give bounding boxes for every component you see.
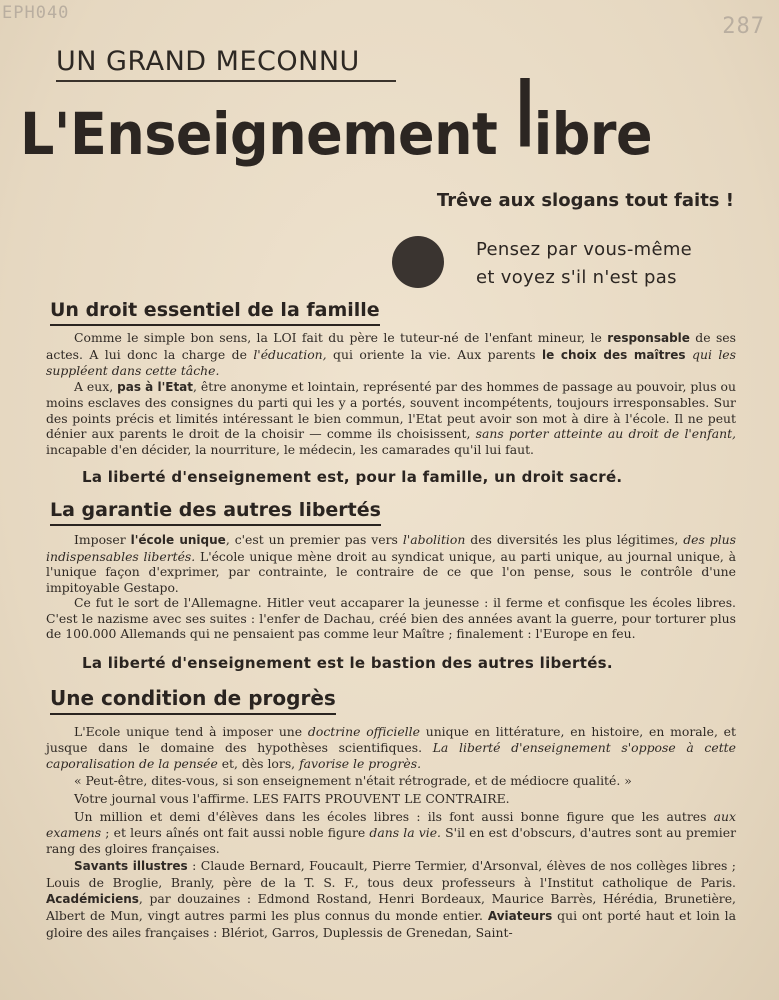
paragraph: Un million et demi d'élèves dans les écoles libres : ils font aussi bonne figure que les autres aux examens ; et leurs aînés ont fait aussi noble figure dans la vie. S'il en est d'obscurs, d'autres sont au premier rang des gloires françaises.	[46, 808, 737, 856]
paragraph: Savants illustres : Claude Bernard, Foucault, Pierre Termier, d'Arsonval, élèves de nos collèges libres ; Louis de Broglie, Branly, père de la T. S. F., tous deux professeurs à l'Institut catholique de Paris. Académiciens, par douzaines : Edmond Rostand, Henri Bordeaux, Maurice Barrès, Hérédia, Brunetière, Albert de Mun, vingt autres parmi les plus connus du monde entier. Aviateurs qui ont porté haut et loin la gloire des ailes françaises : Blériot, Garros, Duplessis de Grenedan, Saint-	[46, 858, 736, 940]
archive-mark-top-left: EPH040	[2, 3, 70, 23]
kicker-underline	[56, 80, 396, 82]
section-body-family-right	[46, 330, 736, 457]
section-title-other-freedoms: La garantie des autres libertés	[50, 499, 381, 526]
think-line-1: Pensez par vous-même	[476, 239, 693, 260]
paragraph: Votre journal vous l'affirme. LES FAITS PROUVENT LE CONTRAIRE.	[74, 791, 510, 807]
think-for-yourself	[476, 236, 746, 292]
tagline: Trêve aux slogans tout faits !	[436, 190, 734, 211]
archive-mark-top-right: 287	[722, 14, 765, 39]
section-title-family-right: Un droit essentiel de la famille	[50, 299, 380, 326]
paragraph: A eux, pas à l'Etat, être anonyme et lointain, représenté par des hommes de passage au pouvoir, plus ou moins esclaves des consignes du parti qui les y a portés, souvent incompétents, toujours irresponsables. Sur des points précis et limités intéressant le bien commun, l'Etat peut avoir son mot à dire à l'école. Il ne peut dénier aux parents le droit de la choisir — comme ils choisissent, sans porter atteinte au droit de l'enfant, incapable d'en décider, la nourriture, le médecin, les camarades qu'il lui faut.	[46, 378, 737, 457]
paragraph: Comme le simple bon sens, la LOI fait du père le tuteur-né de l'enfant mineur, le responsable de ses actes. A lui donc la charge de l'éducation, qui oriente la vie. Aux parents le choix des maîtres qui les suppléent dans cette tâche.	[46, 330, 737, 378]
paragraph: « Peut-être, dites-vous, si son enseignement n'était rétrograde, et de médiocre qualité. »	[74, 773, 632, 789]
section-body-progress	[46, 724, 736, 942]
headline-part-2: ibre	[533, 100, 653, 168]
headline-tall-letter: l	[515, 62, 534, 168]
section-title-progress: Une condition de progrès	[50, 686, 336, 715]
black-dot-icon	[392, 236, 444, 288]
main-headline	[20, 62, 653, 168]
motto-other-freedoms: La liberté d'enseignement est le bastion des autres libertés.	[82, 654, 613, 672]
paragraph: L'Ecole unique tend à imposer une doctrine officielle unique en littérature, en histoire, en morale, et jusque dans le domaine des hypothèses scientifiques. La liberté d'enseignement s'oppose à cette caporalisation de la pensée et, dès lors, favorise le progrès.	[46, 724, 736, 771]
kicker-title: UN GRAND MECONNU	[56, 46, 360, 77]
paragraph: Imposer l'école unique, c'est un premier pas vers l'abolition des diversités les plus légitimes, des plus indispensables libertés. L'école unique mène droit au syndicat unique, au parti unique, au journal unique, à l'unique façon d'exprimer, par contrainte, le contraire de ce que l'on pense, sous le contrôle d'une impitoyable Gestapo.	[46, 532, 737, 595]
motto-family-right: La liberté d'enseignement est, pour la famille, un droit sacré.	[82, 468, 623, 486]
think-line-2: et voyez s'il n'est pas	[476, 267, 677, 288]
headline-part-1: L'Enseignement	[20, 100, 516, 168]
section-body-other-freedoms	[46, 532, 736, 642]
paragraph: Ce fut le sort de l'Allemagne. Hitler veut accaparer la jeunesse : il ferme et confisque les écoles libres. C'est le nazisme avec ses suites : l'enfer de Dachau, créé bien des années avant la guerre, pour torturer plus de 100.000 Allemands qui ne pensaient pas comme leur Maître ; finalement : l'Europe en feu.	[46, 595, 736, 641]
